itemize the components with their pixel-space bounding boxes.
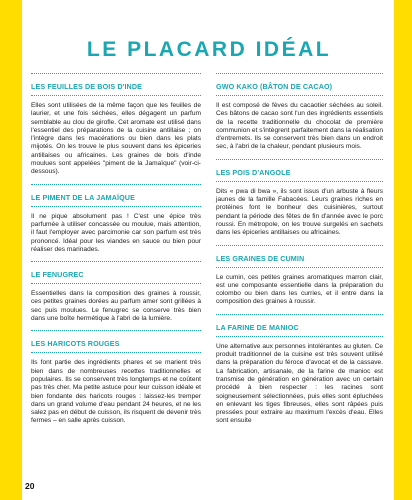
page-title: LE PLACARD IDÉAL (86, 38, 332, 61)
section-divider (31, 95, 201, 102)
section-heading: LE PIMENT DE LA JAMAÏQUE (31, 192, 135, 202)
section-body: Dits « pwa di bwa », ils sont issus d'un arbuste à fleurs jaunes de la famille Fabacées. Leurs graines riches en protéines font le bonheur des cuisinières, surtout pendant la période des fêtes de fin d'année avec le porc roussi. En métropole, on les trouve surgelés en sachets dans les épiceries antillaises ou africaines. (216, 187, 383, 237)
section-heading: LES POIS D'ANGOLE (216, 167, 291, 177)
right-yellow-margin (394, 0, 412, 500)
section-heading: LES FEUILLES DE BOIS D'INDE (31, 82, 143, 91)
page-number: 20 (25, 481, 35, 491)
section-divider (216, 73, 383, 80)
section-body: Ils font partie des ingrédients phares et se marient très bien dans de nombreuses recettes traditionnelles et populaires. Ils se conservent très longtemps et ne coûtent pas très cher. Ma petite astuce pour leur cuisson idéale et bien fondante des haricots rouges : laissez-les tremper dans un grand volume d'eau pendant 24 heures, et ne les salez pas en début de cuisson, ils risquent de devenir très fermes – en salle après cuisson. (31, 359, 201, 425)
section-divider (31, 206, 201, 213)
section-heading: GWO KAKO (BÂTON DE CACAO) (216, 82, 333, 91)
section-divider (216, 245, 383, 252)
right-column (216, 66, 383, 426)
section-graines-cumin (216, 245, 383, 307)
left-yellow-margin (0, 0, 22, 500)
section-pois-angole (216, 159, 383, 238)
section-divider (31, 261, 201, 268)
section-divider (31, 330, 201, 337)
section-divider (216, 336, 383, 343)
section-body: Elles sont utilisées de la même façon que les feuilles de laurier, et une fois séchées, elles dégagent un parfum semblable au clou de girofle. Cet aromate est utilisé dans l'essentiel des préparations de la cuisine antillaise ; on l'intègre dans les macérations ou bien dans les plats mijotés. On les trouve le plus souvent dans les épiceries antillaises ou africaines. Les graines de bois d'inde moulues sont appelées "piment de la Jamaïque" (voir-ci-dessous). (31, 102, 201, 176)
section-divider (216, 314, 383, 321)
section-piment-jamaique (31, 184, 201, 254)
section-divider (216, 95, 383, 102)
section-body: Essentielles dans la composition des graines à roussir, ces petites graines dorées au parfum amer sont grillées à sec puis moulues. Le fenugrec se conserve très bien dans une boîte hermétique à l'abri de la lumière. (31, 290, 201, 323)
section-divider (216, 181, 383, 188)
section-feuilles-bois-inde (31, 73, 201, 177)
section-divider (31, 352, 201, 359)
section-heading: LE FENUGREC (31, 270, 84, 280)
section-body: Une alternative aux personnes intolérantes au gluten. Ce produit traditionnel de la cuisine est très souvent utilisé dans la préparation du féroce d'avocat et de la cassave. La fabrication, artisanale, de la farine de manioc est transmise de génération en génération avec un certain procédé à bien respecter : les racines sont soigneusement sélectionnées, puis elles sont épluchées en enlevant les tiges fibreuses, elles sont râpées puis pressées pour extraire au maximum l'excès d'eau. Elles sont ensuite (216, 342, 383, 425)
section-haricots-rouges (31, 330, 201, 425)
section-heading: LA FARINE DE MANIOC (216, 322, 299, 332)
section-gwo-kako (216, 73, 383, 152)
section-divider (31, 73, 201, 80)
section-farine-manioc (216, 314, 383, 426)
section-body: Il ne pique absolument pas ! C'est une épice très parfumée à utiliser concassée ou moulue, mais attention, il faut l'employer avec parcimonie car son parfum est très prononcé. Idéal pour les viandes en sauce ou bien pour réaliser des marinades. (31, 212, 201, 253)
section-body: Le cumin, ces petites graines aromatiques marron clair, est une composante essentielle dans la préparation du colombo ou bien dans les curries, et il entre dans la composition des graines à roussir. (216, 273, 383, 306)
section-divider (216, 267, 383, 274)
section-heading: LES GRAINES DE CUMIN (216, 253, 305, 263)
section-fenugrec (31, 261, 201, 323)
section-heading: LES HARICOTS ROUGES (31, 339, 120, 349)
left-column (31, 66, 201, 426)
section-divider (31, 184, 201, 191)
section-divider (31, 283, 201, 290)
section-divider (216, 159, 383, 166)
section-body: Il est composé de fèves du cacaotier séchées au soleil. Ces bâtons de cacao sont l'un des ingrédients essentiels de la recette traditionnelle du chocolat de première communion et s'intègrent parfaitement dans la réalisation d'entremets. Ils se conservent très bien dans un endroit sec, à l'abri de la chaleur, pendant plusieurs mois. (216, 102, 383, 151)
